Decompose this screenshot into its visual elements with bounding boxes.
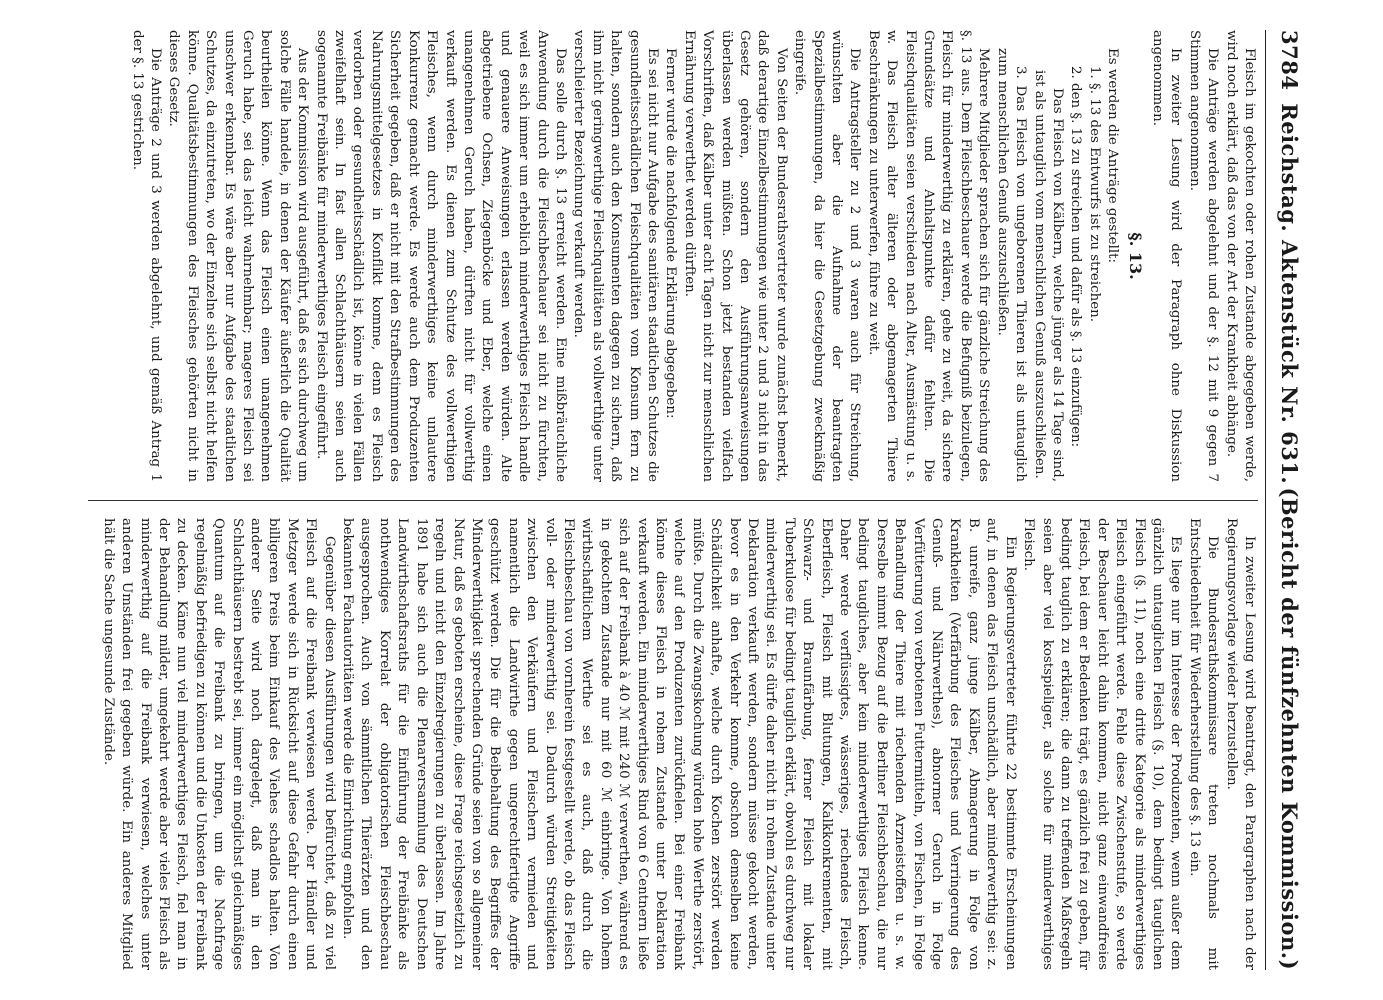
paragraph: Gegenüber diesen Ausführungen wird befürchtet, daß zu viel Fleisch auf die Freibank verwiesen werde. Der Händler und Metzger werde sich in Rücksicht auf diese Gefahr durch einen billigeren Preis beim Einkauf des Viehes schadlos halten. Von anderer Seite wird noch dargelegt, daß man in den Schlachthäusern bestrebt sei, immer ein möglichst gleichmäßiges Quantum auf die Freibank zu bringen, um die Nachfrage regelmäßig befriedigen zu können und die Unkosten der Freibank zu decken. Käme nun viel minderwerthiges Fleisch, fiel man in der Behandlung milder, umgekehrt werde aber vieles Fleisch als minderwerthig auf die Freibank verwiesen, welches unter anderen Umständen frei gegeben würde. Ein anderes Mitglied hält die Sache ungesunde Zustände.	[100, 518, 337, 970]
paragraph: Die Anträge 2 und 3 werden abgelehnt, und gemäß Antrag 1 der §. 13 gestrichen.	[129, 30, 164, 482]
left-column	[88, 30, 1258, 482]
paragraph: Es werden die Anträge gestellt:	[1105, 48, 1121, 264]
list-item: 3. Das Fleisch von ungeborenen Thieren ist als untauglich zum menschlichen Genuß auszuschließen.	[994, 48, 1029, 482]
paragraph: Aus der Kommission wird ausgeführt, daß es sich durchweg um solche Fälle handele, in denen der Käufer äußerlich die Qualität beurtheilen könne. Wenn das Fleisch einen unangenehmen Geruch habe, sei das leicht wahrnehmbar; mageres Fleisch sei unschwer erkennbar. Es wäre aber nur Aufgabe des staatlichen Schutzes, da einzutreten, wo der Einzelne sich selbst nicht helfen könne. Qualitätsbestimmungen des Fleisches gehörten nicht in dieses Gesetz.	[166, 30, 311, 482]
paragraph: Die Anträge werden abgelehnt und der §. 12 mit 9 gegen 7 Stimmen angenommen.	[1186, 30, 1221, 482]
paragraph: In zweiter Lesung wird der Paragraph ohne Diskussion angenommen.	[1149, 30, 1184, 482]
digitization-credit	[1358, 0, 1378, 1000]
paragraph: Es liege nur im Interesse der Produzenten, wenn außer dem gänzlich untauglichen Fleisch (§. 10), dem bedingt tauglichen Fleisch (§. 11), noch eine dritte Kategorie als minderwerthiges Fleisch eingeführt werde. Fehle diese Zwischenstufe, so werde der Beschauer leicht dahin kommen, nicht ganz einwandfreies Fleisch, bei dem er Bedenken trägt, es gänzlich frei zu geben, für bedingt tauglich zu erklären; die dann zu treffenden Maßregeln seien aber viel kostspieliger, als solche für minderwerthiges Fleisch.	[1021, 518, 1184, 970]
paragraph: In zweiter Lesung wird beantragt, den Paragraphen nach der Regierungsvorlage wieder herzustellen.	[1223, 518, 1257, 970]
paragraph: Fleisch im gekochten oder rohen Zustande abgegeben werde, wird noch erklärt, daß das von der Art der Krankheit abhänge.	[1223, 30, 1257, 482]
header-title: Reichstag. Aktenstück Nr. 631.	[1277, 103, 1303, 485]
paragraph: Ein Regierungsvertreter führte 22 bestimmte Erscheinungen auf, in denen das Fleisch unschädlich, aber minderwerthig sei: z. B. unreife, ganz junge Kälber, Abmagerung in Folge von Krankheiten (Verfärbung des Fleisches und Verringerung des Genuß- und Nährwerthes), abnormer Geruch in Folge Verfütterung von verbotenen Futtermitteln, von Fischen, in Folge Behandlung der Thiere mit riechenden Arzneistoffen u. s. w. Derselbe nimmt Bezug auf die Berliner Fleischbeschau, die nur bedingt taugliches, aber kein minderwerthiges Fleisch kenne. Daher werde verflüssigtes, wässeriges, riechendes Fleisch, Eberfleisch, Fleisch mit Blutungen, Kalkkonkrementen, mit Schwarz- und Braunfärbung, ferner Fleisch mit lokaler Tuberkulose für bedingt tauglich erklärt, obwohl es durchweg nur minderwerthig sei. Es dürfe daher nicht in rohem Zustande unter Deklaration verkauft werden, sondern müsse gekocht werden, bevor es in den Verkehr komme, obschon demselben keine Schädlichkeit anhafte, welche durch Kochen zerstört werden müßte. Durch die Zwangskochung würden hohe Werthe zerstört, welche auf den Produzenten zurückfielen. Bei einer Freibank könne dieses Fleisch in rohem Zustande unter Deklaration verkauft werden. Ein minderwerthiges Rind von 6 Centnern ließe sich auf der Freibank à 40 ℳ mit 240 ℳ verwerthen, während es in gekochtem Zustande nur mit 60 ℳ einbringe. Von hohem wirthschaftlichem Werthe sei es auch, daß durch die Fleischbeschau von vornherein festgestellt werde, ob das Fleisch voll- oder minderwerthig sei. Dadurch würden Streitigkeiten zwischen den Verkäufern und Fleischern vermieden und namentlich die Landwirthe gegen ungerechtfertigte Angriffe geschützt werden. Die für die Beibehaltung des Begriffes der Minderwerthigkeit sprechenden Gründe seien von so allgemeiner Natur, daß es geboten erscheine, diese Frage reichsgesetzlich zu regeln und nicht den Einzelregierungen zu überlassen. Im Jahre 1891 habe sich auch die Plenarversammlung des Deutschen Landwirthschaftsraths für die Einführung der Freibänke als nothwendiges Korrelat der obligatorischen Fleischbeschau ausgesprochen. Auch von sämmtlichen Thierärzten und den bekannten Fachautoritäten werde die Einrichtung empfohlen.	[340, 518, 1018, 970]
header-subtitle: (Bericht der fünfzehnten Kommission.)	[1277, 487, 1303, 970]
paragraph: Es sei nicht nur Aufgabe des sanitären staatlichen Schutzes die gesundheitsschädlichen Fleischqualitäten vom Konsum fern zu halten, sondern auch den Konsumenten dagegen zu sichern, daß ihm nicht geringwerthige Fleischqualitäten als vollwerthige unter verschleierter Bezeichnung verkauft werden.	[571, 30, 660, 482]
paragraph: Mehrere Mitglieder sprachen sich für gänzliche Streichung des §. 13 aus. Dem Fleischbeschauer werde die Befugniß beizulegen, Fleisch für minderwerthig zu erklären, gehe zu weit, da sichere Grundsätze und Anhaltspunkte dafür fehlten. Die Fleischqualitäten seien verschieden nach Alter, Ausmästung u. s. w. Das Fleisch alter älteren oder abgemagerten Thiere Beschränkungen zu unterwerfen, führe zu weit.	[865, 30, 992, 482]
column-divider	[88, 500, 1258, 501]
page-header	[1270, 30, 1310, 970]
page-content	[80, 30, 1310, 970]
paragraph: Ferner wurde die nachfolgende Erklärung abgegeben:	[663, 48, 679, 419]
paragraph: Von Seiten der Bundesrathsvertreter wurde zunächst bemerkt, daß derartige Einzelbestimmungen wie unter 2 und 3 nicht in das Gesetz gehören, sondern den Ausführungsanweisungen überlassen werden müßten. Schon jetzt bestanden vielfach Vorschriften, daß Kälber unter acht Tagen nicht zur menschlichen Ernährung verwerthet werden dürften.	[681, 30, 789, 482]
quote: Das Fleisch von Kälbern, welche jünger als 14 Tage sind, ist als untauglich vom menschlichen Genuß auszuschließen.	[1031, 70, 1065, 482]
list-item: 2. den §. 13 zu streichen und dafür als §. 13 einzufügen:	[1068, 66, 1084, 448]
paragraph: Das solle durch §. 13 erreicht werden. Eine mißbräuchliche Anwendung durch die Fleischbeschauer sei nicht zu fürchten, weil es sich immer um erheblich minderwerthiges Fleisch handle und genauere Anweisungen erlassen werden würden. Alte abgetriebene Ochsen, Ziegenböcke und Eber, welche einen unangenehmen Geruch haben, dürften nicht für vollwerthig verkauft werden. Es dienen zum Schutze des vollwerthigen Fleisches, wenn durch minderwerthiges keine unlautere Konkurrenz gemacht werde. Es werde auch dem Produzenten Sicherheit gegeben, daß er nicht mit den Strafbestimmungen des Nahrungsmittelgesetzes in Konflikt komme, denn es Fleisch verdorben oder gesundheitsschädlich ist, könne in vielen Fällen zweifelhaft sein. In fast allen Schlachthäusern seien auch sogenannte Freibänke für minderwerthiges Fleisch eingeführt.	[313, 30, 568, 482]
right-column	[88, 518, 1258, 970]
page-number: 3784	[1277, 30, 1303, 91]
header-rule	[1265, 30, 1266, 970]
paragraph: Die Antragsteller zu 2 und 3 waren auch für Streichung, wünschten aber die Aufnahme der beantragten Spezialbestimmungen, da hier die Gesetzgebung zweckmäßig eingreife.	[792, 30, 863, 482]
section-heading: §. 13.	[1125, 232, 1145, 280]
paragraph: Die Bundesrathskommissare treten nochmals mit Entschiedenheit für Wiederherstellung des §. 13 ein.	[1186, 518, 1221, 970]
list-item: 1. §. 13 des Entwurfs ist zu streichen.	[1086, 66, 1102, 323]
